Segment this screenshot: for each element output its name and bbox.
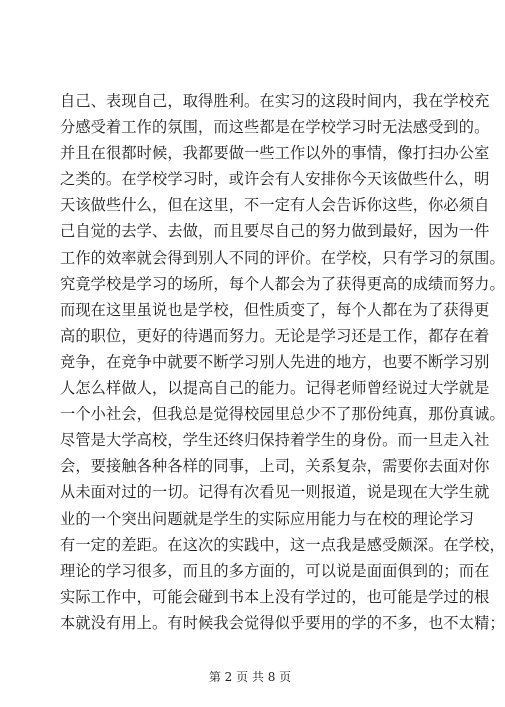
text-line: 工作的效率就会得到别人不同的评价。在学校，只有学习的氛围。 bbox=[60, 248, 505, 267]
text-line: 理论的学习很多，而且的多方面的，可以说是面面俱到的；而在 bbox=[60, 561, 490, 580]
page-number-footer: 第 2 页 共 8 页 bbox=[208, 670, 292, 684]
text-line: 从未面对过的一切。记得有次看见一则报道，说是现在大学生就 bbox=[60, 483, 490, 502]
text-line: 而现在这里虽说也是学校，但性质变了，每个人都在为了获得更 bbox=[60, 300, 490, 319]
text-line: 自己、表现自己，取得胜利。在实习的这段时间内，我在学校充 bbox=[60, 92, 490, 110]
text-line: 究竟学校是学习的场所，每个人都会为了获得更高的成绩而努力。 bbox=[60, 274, 505, 293]
text-line: 之类的。在学校学习时，或许会有人安排你今天该做些什么，明 bbox=[60, 170, 490, 189]
body-paragraph bbox=[60, 88, 505, 636]
text-line: 并且在很都时候，我都要做一些工作以外的事情，像打扫办公室 bbox=[60, 144, 490, 163]
text-line: 己自觉的去学、去做，而且要尽自己的努力做到最好，因为一件 bbox=[60, 222, 490, 241]
text-line: 高的职位，更好的待遇而努力。无论是学习还是工作，都存在着 bbox=[60, 326, 490, 345]
text-line: 竞争，在竞争中就要不断学习别人先进的地方，也要不断学习别 bbox=[60, 352, 490, 371]
text-line: 尽管是大学高校，学生还终归保持着学生的身份。而一旦走入社 bbox=[60, 431, 490, 450]
text-line: 分感受着工作的氛围，而这些都是在学校学习时无法感受到的。 bbox=[60, 118, 490, 137]
text-line: 人怎么样做人，以提高自己的能力。记得老师曾经说过大学就是 bbox=[60, 379, 490, 398]
text-line: 会，要接触各种各样的同事，上司，关系复杂，需要你去面对你 bbox=[60, 457, 490, 476]
text-line: 业的一个突出问题就是学生的实际应用能力与在校的理论学习 bbox=[60, 509, 475, 528]
text-line: 一个小社会，但我总是觉得校园里总少不了那份纯真，那份真诚。 bbox=[60, 405, 505, 424]
text-line: 实际工作中，可能会碰到书本上没有学过的，也可能是学过的根 bbox=[60, 587, 490, 606]
text-line: 有一定的差距。在这次的实践中，这一点我是感受颇深。在学校， bbox=[60, 535, 505, 554]
text-line: 天该做些什么，但在这里，不一定有人会告诉你这些，你必须自 bbox=[60, 196, 490, 215]
text-line: 本就没有用上。有时候我会觉得似乎要用的学的不多，也不太精； bbox=[60, 613, 505, 632]
